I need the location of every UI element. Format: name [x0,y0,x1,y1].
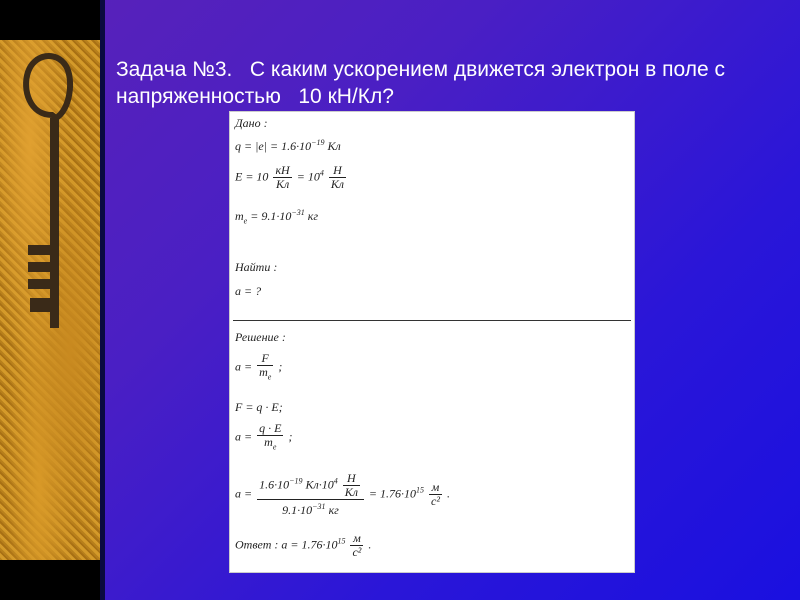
find-header: Найти : [235,260,278,274]
divider-line [100,0,105,600]
formula-3: a = $\frac{q \cdot E}{m_e}$ ; [235,421,293,452]
separator-rule [233,320,631,321]
formula-1: a = $\frac{F}{m_e}$ ; [235,351,283,382]
key-icon [0,40,100,560]
left-panel [0,0,100,600]
solution-box [229,111,635,573]
given-field: E = 10 $\frac{кН}{Кл}$ = $10^4$ $\frac{Н}{Кл}$ [235,163,345,191]
solution-header: Решение : [235,330,286,344]
given-mass: $m_e = 9.1\cdot 10^{-31}$ кг [235,208,319,226]
given-header: Дано : [235,116,268,130]
formula-2: F = q · E; [235,400,283,414]
find-line: a = ? [235,284,262,298]
key-photo [0,40,100,560]
formula-4: a = $1.6\cdot 10^{-19}$ $Кл\cdot 10^4$ $\frac{Н}{Кл}$ $9.1\cdot 10^{-31}$ кг = $1.76\cdot 10^{15}$ $\frac{м}{\text{с²}}$ . [235,471,450,517]
given-charge: $q = |e| = 1.6\cdot 10^{-19}$ Кл [235,138,341,153]
slide-title: Задача №3. С каким ускорением движется электрон в поле с напряженностью 10 кН/Кл? [116,58,731,108]
answer-line: Ответ : $a = 1.76\cdot 10^{15}$ $\frac{м}{\text{с²}}$ . [235,531,372,559]
